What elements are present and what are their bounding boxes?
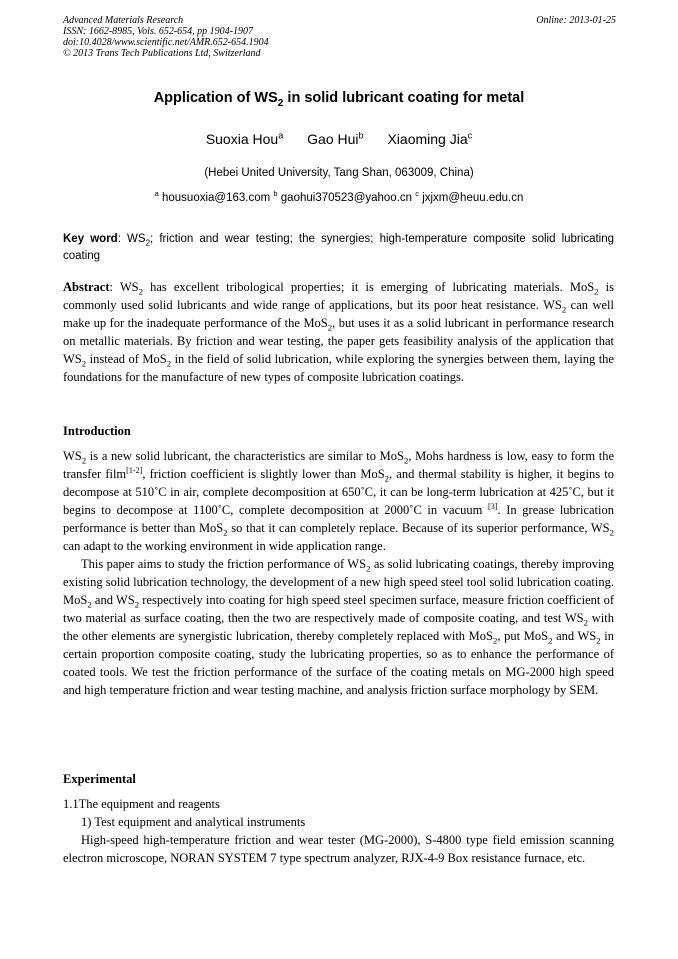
affiliation: (Hebei United University, Tang Shan, 063009, China) bbox=[204, 167, 474, 179]
author-list bbox=[0, 131, 678, 147]
keywords: Key word: $WS_2$; friction and wear testing; the synergies; high-temperature composite solid lubricating coating bbox=[63, 233, 615, 262]
abstract-label: Abstract bbox=[63, 280, 110, 294]
experimental-subitem: 1) Test equipment and analytical instruments bbox=[81, 815, 306, 829]
journal-header bbox=[63, 15, 616, 59]
online-date: Online: 2013-01-25 bbox=[536, 15, 616, 26]
author-2: Gao Hui$^b$ bbox=[307, 130, 364, 147]
experimental-subsection: 1.1The equipment and reagents bbox=[63, 797, 220, 811]
journal-copyright: © 2013 Trans Tech Publications Ltd, Switzerland bbox=[63, 48, 261, 59]
journal-name: Advanced Materials Research bbox=[63, 15, 184, 26]
author-1: Suoxia Hou$^a$ bbox=[205, 130, 284, 147]
author-emails: $^a$ housuoxia@163.com $^b$ gaohui370523@yahoo.cn $^c$ jxjxm@heuu.edu.cn bbox=[154, 189, 524, 204]
keywords-label: Key word bbox=[63, 233, 118, 245]
email-3: jxjxm@heuu.edu.cn bbox=[422, 192, 524, 204]
intro-paragraph-2: This paper aims to study the friction performance of $WS_2$ as solid lubricating coatings, thereby improving existing solid lubrication technology, the development of a new high speed steel tool solid lubrication coating. MoS$_2$ and $WS_2$ respectively into coating for high speed steel specimen surface, measure friction coefficient of two material as surface coating, then the two are respectively made of composite coating, and test $WS_2$ with the other elements are synergistic lubrication, thereby completely replaced with MoS$_2$, put MoS$_2$ and $WS_2$ in certain proportion composite coating, study the lubricating properties, so as to enhance the performance of coated tools. We test the friction performance of the surface of the coating metals on MG-2000 high speed and high temperature friction and wear testing machine, and analysis friction surface morphology by SEM. bbox=[63, 557, 614, 697]
introduction-body bbox=[63, 447, 614, 699]
journal-doi: doi:10.4028/www.scientific.net/AMR.652-654.1904 bbox=[63, 37, 269, 48]
introduction-heading: Introduction bbox=[63, 424, 131, 438]
intro-paragraph-1: $WS_2$ is a new solid lubricant, the characteristics are similar to MoS$_2$, Mohs hardness is low, easy to form the transfer film[1-2], friction coefficient is slightly lower than MoS$_2$, and thermal stability is higher, it begins to decompose at 510˚C in air, complete decomposition at 650˚C, it can be long-term lubrication at 425˚C, but it begins to decompose at 1100˚C, complete decomposition at 2000˚C in vacuum [3]. In grease lubrication performance is better than MoS$_2$ so that it can completely replace. Because of its superior performance, $WS_2$ can adapt to the working environment in wide application range. bbox=[63, 449, 615, 553]
paper-title: Application of $WS_2$ in solid lubricant coating for metal bbox=[153, 90, 525, 109]
email-2: gaohui370523@yahoo.cn bbox=[280, 192, 413, 204]
author-3: Xiaoming Jia$^c$ bbox=[387, 130, 473, 147]
experimental-body bbox=[63, 795, 614, 867]
email-1: housuoxia@163.com bbox=[162, 192, 271, 204]
journal-issn: ISSN: 1662-8985, Vols. 652-654, pp 1904-1907 bbox=[63, 26, 253, 37]
experimental-paragraph: High-speed high-temperature friction and wear tester (MG-2000), S-4800 type field emission scanning electron microscope, NORAN SYSTEM 7 type spectrum analyzer, RJX-4-9 Box resistance furnace, etc. bbox=[63, 833, 614, 865]
abstract: Abstract: $WS_2$ has excellent tribological properties; it is emerging of lubricating materials. MoS$_2$ is commonly used solid lubricants and wide range of applications, but its poor heat resistance. $WS_2$ can well make up for the inadequate performance of the MoS$_2$, but uses it as a solid lubricant in performance research on metallic materials. By friction and wear testing, the paper gets feasibility analysis of the application that $WS_2$ instead of MoS$_2$ in the field of solid lubrication, while exploring the synergies between them, laying the foundations for the manufacture of new types of composite lubrication coatings. bbox=[63, 280, 614, 384]
experimental-heading: Experimental bbox=[63, 772, 136, 786]
